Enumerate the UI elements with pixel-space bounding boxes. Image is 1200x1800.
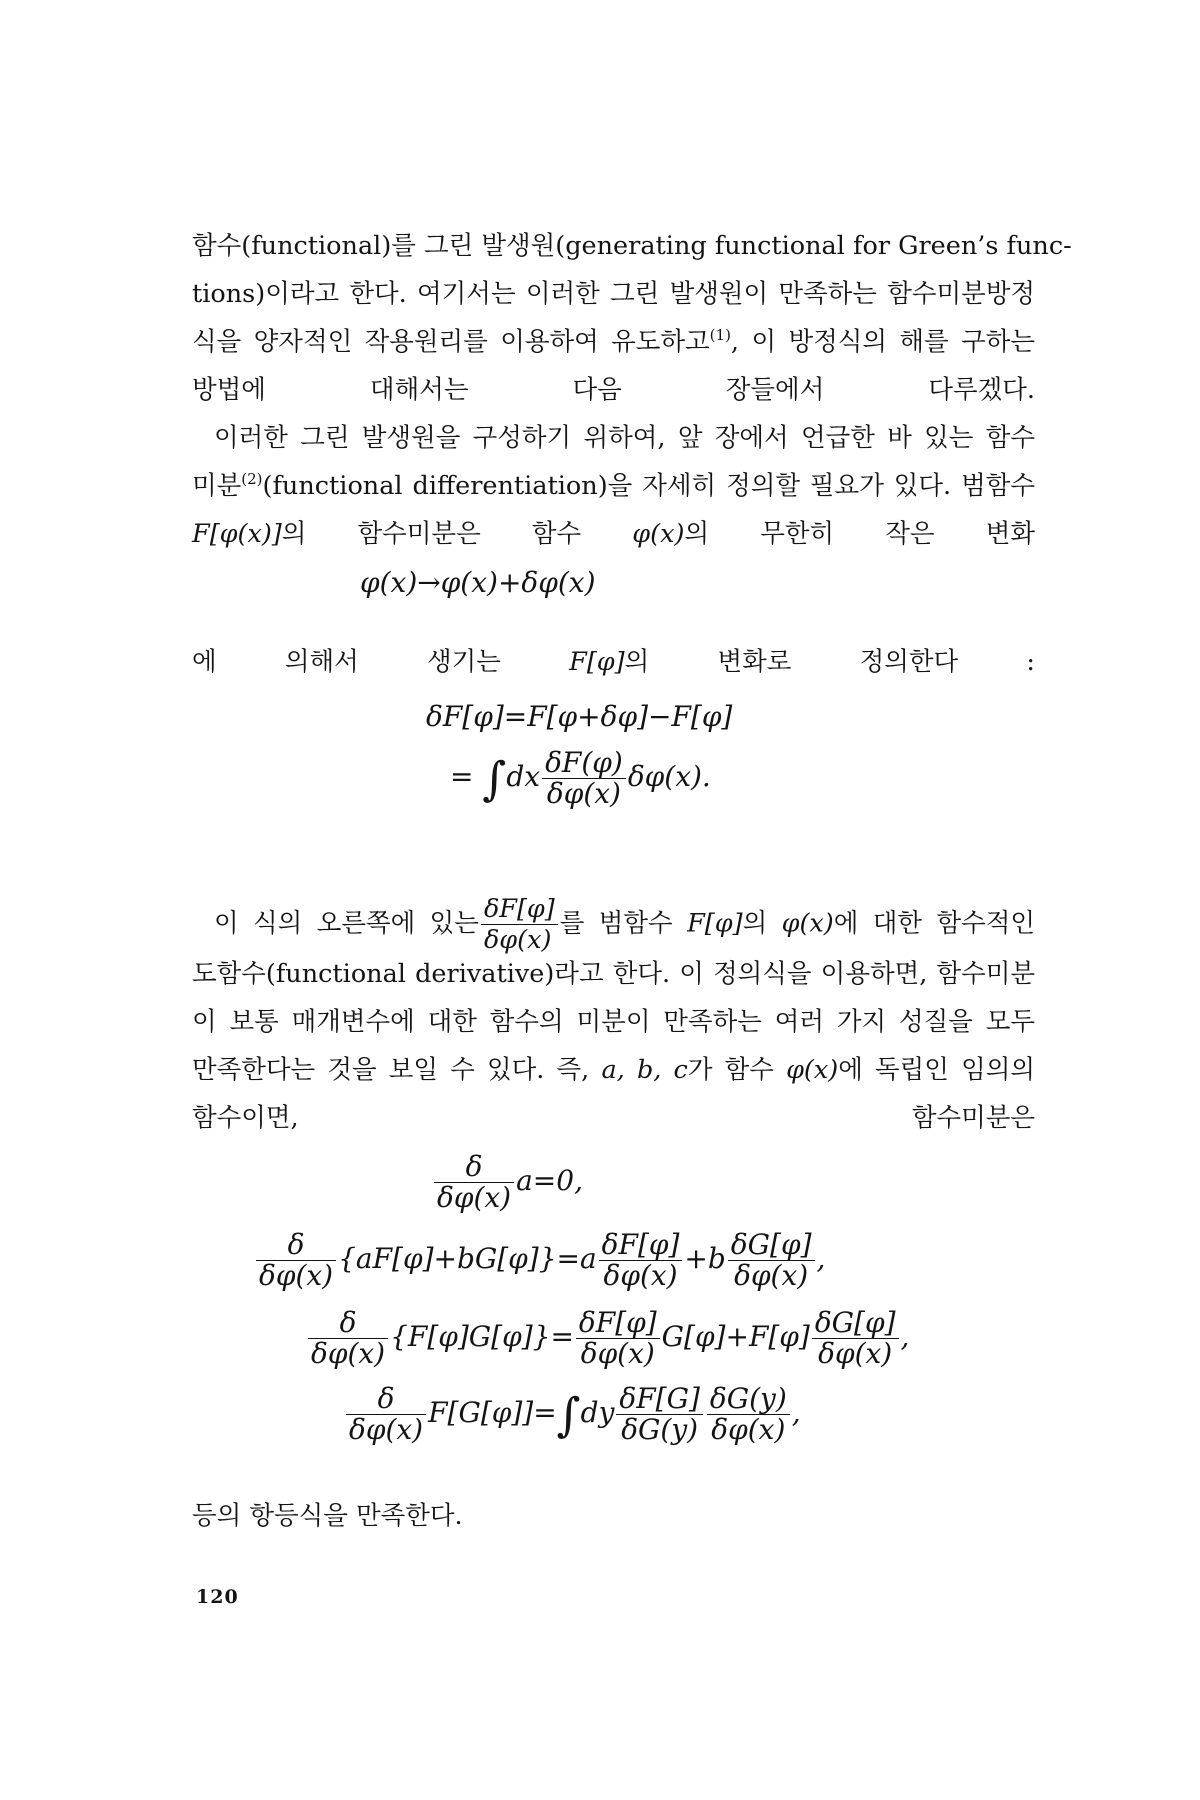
math-inline: a, b, c <box>601 1055 688 1085</box>
fraction-denominator: δφ(x) <box>818 1337 893 1370</box>
text-segment: 에 의해서 생기는 <box>192 647 570 677</box>
text-segment: 함수이면, 함수미분은 <box>192 1103 1035 1133</box>
equation-segment: +b <box>684 1242 726 1275</box>
fraction-numerator: δF[G] <box>616 1384 703 1415</box>
fraction-numerator: δ <box>434 1152 514 1183</box>
text-segment: 가 함수 <box>687 1055 787 1085</box>
identity-product-rule <box>306 1308 909 1369</box>
text-segment: 를 범함수 <box>559 908 688 939</box>
paragraph-conclusion <box>192 1492 1035 1540</box>
equation-functional-derivative-integral <box>450 748 711 809</box>
fraction <box>812 1308 899 1369</box>
equation-segment: {F[φ]G[φ]}= <box>390 1320 574 1353</box>
fraction-denominator: δG(y) <box>621 1413 699 1446</box>
math-inline: F[φ(x)] <box>192 519 282 549</box>
fraction <box>728 1230 815 1291</box>
fraction-numerator: δG[φ] <box>812 1308 899 1339</box>
integral-sign: ∫ <box>556 1387 581 1442</box>
fraction-denominator: δφ(x) <box>734 1259 809 1292</box>
text-line <box>192 1094 1035 1142</box>
page-number: 120 <box>196 1586 239 1608</box>
fraction-numerator: δF[φ] <box>481 894 558 925</box>
fraction-numerator: δF(φ) <box>542 748 626 779</box>
fraction-denominator: δφ(x) <box>483 925 552 955</box>
text-segment: 에 대한 함수적인 <box>833 908 1035 939</box>
fraction <box>308 1308 388 1369</box>
fraction-denominator: δφ(x) <box>349 1413 424 1446</box>
text-segment: 의 함수미분은 함수 <box>281 519 633 549</box>
differential: dx <box>506 760 541 793</box>
paragraph-functional-differentiation <box>192 414 1035 558</box>
paragraph-definition-intro <box>192 638 1035 686</box>
text-segment: 미분 <box>192 471 242 501</box>
equation-segment: , <box>791 1396 801 1429</box>
equation-segment: , <box>816 1242 826 1275</box>
fraction <box>542 748 626 809</box>
math-inline: F[φ] <box>687 908 743 939</box>
text-line <box>192 1046 1035 1094</box>
text-line <box>192 462 1035 510</box>
text-line <box>192 638 1035 686</box>
fraction-denominator: δφ(x) <box>546 777 621 810</box>
text-segment: , 이 방정식의 해를 구하는 <box>730 327 1035 357</box>
text-line: tions)이라고 한다. 여기서는 이러한 그린 발생원이 만족하는 함수미분방정 <box>192 279 1035 309</box>
fraction-numerator: δ <box>256 1230 336 1261</box>
fraction <box>481 894 558 955</box>
fraction-numerator: δF[φ] <box>599 1230 683 1261</box>
text-line: 도함수(functional derivative)라고 한다. 이 정의식을 이용하면, 함수미분 <box>192 959 1035 989</box>
equation-tail: δφ(x). <box>627 760 711 793</box>
text-segment: (functional differentiation)을 자세히 정의할 필요가 있다. 범함수 <box>262 471 1035 501</box>
text-line <box>192 894 1035 955</box>
math-inline: F[φ] <box>569 647 625 677</box>
text-segment: 의 변화로 정의한다 : <box>624 647 1035 677</box>
equation-segment: F[G[φ]]= <box>428 1396 557 1429</box>
fraction-numerator: δG(y) <box>707 1384 790 1415</box>
fraction-denominator: δφ(x) <box>711 1413 786 1446</box>
fraction-denominator: δφ(x) <box>437 1181 512 1214</box>
paragraph-functional-derivative <box>192 894 1035 1142</box>
text-segment: 에 독립인 임의의 <box>838 1055 1035 1085</box>
fraction <box>599 1230 683 1291</box>
differential: dy <box>580 1396 615 1429</box>
fraction-numerator: δF[φ] <box>576 1308 660 1339</box>
equation-variation: φ(x)→φ(x)+δφ(x) <box>360 566 596 599</box>
text-segment: 이 식의 오른쪽에 있는 <box>214 908 479 939</box>
text-line: 이러한 그린 발생원을 구성하기 위하여, 앞 장에서 언급한 바 있는 함수 <box>214 423 1035 453</box>
fraction-numerator: δ <box>346 1384 426 1415</box>
fraction-denominator: δφ(x) <box>580 1337 655 1370</box>
fraction-denominator: δφ(x) <box>259 1259 334 1292</box>
equation-segment: G[φ]+F[φ] <box>661 1320 810 1353</box>
fraction-denominator: δφ(x) <box>311 1337 386 1370</box>
equation-tail: a=0, <box>516 1164 583 1197</box>
fraction-numerator: δG[φ] <box>728 1230 815 1261</box>
identity-linearity <box>254 1230 825 1291</box>
fraction-numerator: δ <box>308 1308 388 1339</box>
footnote-ref: (1) <box>709 326 731 344</box>
text-line <box>192 318 1035 366</box>
text-line: 등의 항등식을 만족한다. <box>192 1501 463 1531</box>
identity-chain-rule <box>344 1384 801 1445</box>
footnote-ref: (2) <box>241 470 263 488</box>
fraction <box>616 1384 703 1445</box>
text-segment: 방법에 대해서는 다음 장들에서 다루겠다. <box>192 375 1035 405</box>
text-line <box>192 510 1035 558</box>
text-line: 이 보통 매개변수에 대한 함수의 미분이 만족하는 여러 가지 성질을 모두 <box>192 1007 1035 1037</box>
fraction-denominator: δφ(x) <box>603 1259 678 1292</box>
integral-sign: ∫ <box>482 751 507 806</box>
text-line <box>192 366 1035 414</box>
fraction <box>256 1230 336 1291</box>
math-inline: φ(x) <box>632 519 685 549</box>
paragraph-green-generator <box>192 222 1072 414</box>
fraction <box>434 1152 514 1213</box>
text-line: 함수(functional)를 그린 발생원(generating functional for Green’s func- <box>192 231 1072 261</box>
math-inline: φ(x) <box>781 908 834 939</box>
fraction <box>707 1384 790 1445</box>
text-segment: 식을 양자적인 작용원리를 이용하여 유도하고 <box>192 327 710 357</box>
equation-delta-f: δF[φ]=F[φ+δφ]−F[φ] <box>426 700 733 733</box>
text-segment: 만족한다는 것을 보일 수 있다. 즉, <box>192 1055 602 1085</box>
equation-segment: , <box>900 1320 910 1353</box>
equation-segment: {aF[φ]+bG[φ]}=a <box>338 1242 597 1275</box>
text-segment: 의 무한히 작은 변화 <box>684 519 1035 549</box>
math-inline: φ(x) <box>786 1055 839 1085</box>
equals-sign: = <box>450 760 474 793</box>
fraction <box>346 1384 426 1445</box>
text-segment: 의 <box>742 908 782 939</box>
identity-constant <box>432 1152 583 1213</box>
fraction <box>576 1308 660 1369</box>
